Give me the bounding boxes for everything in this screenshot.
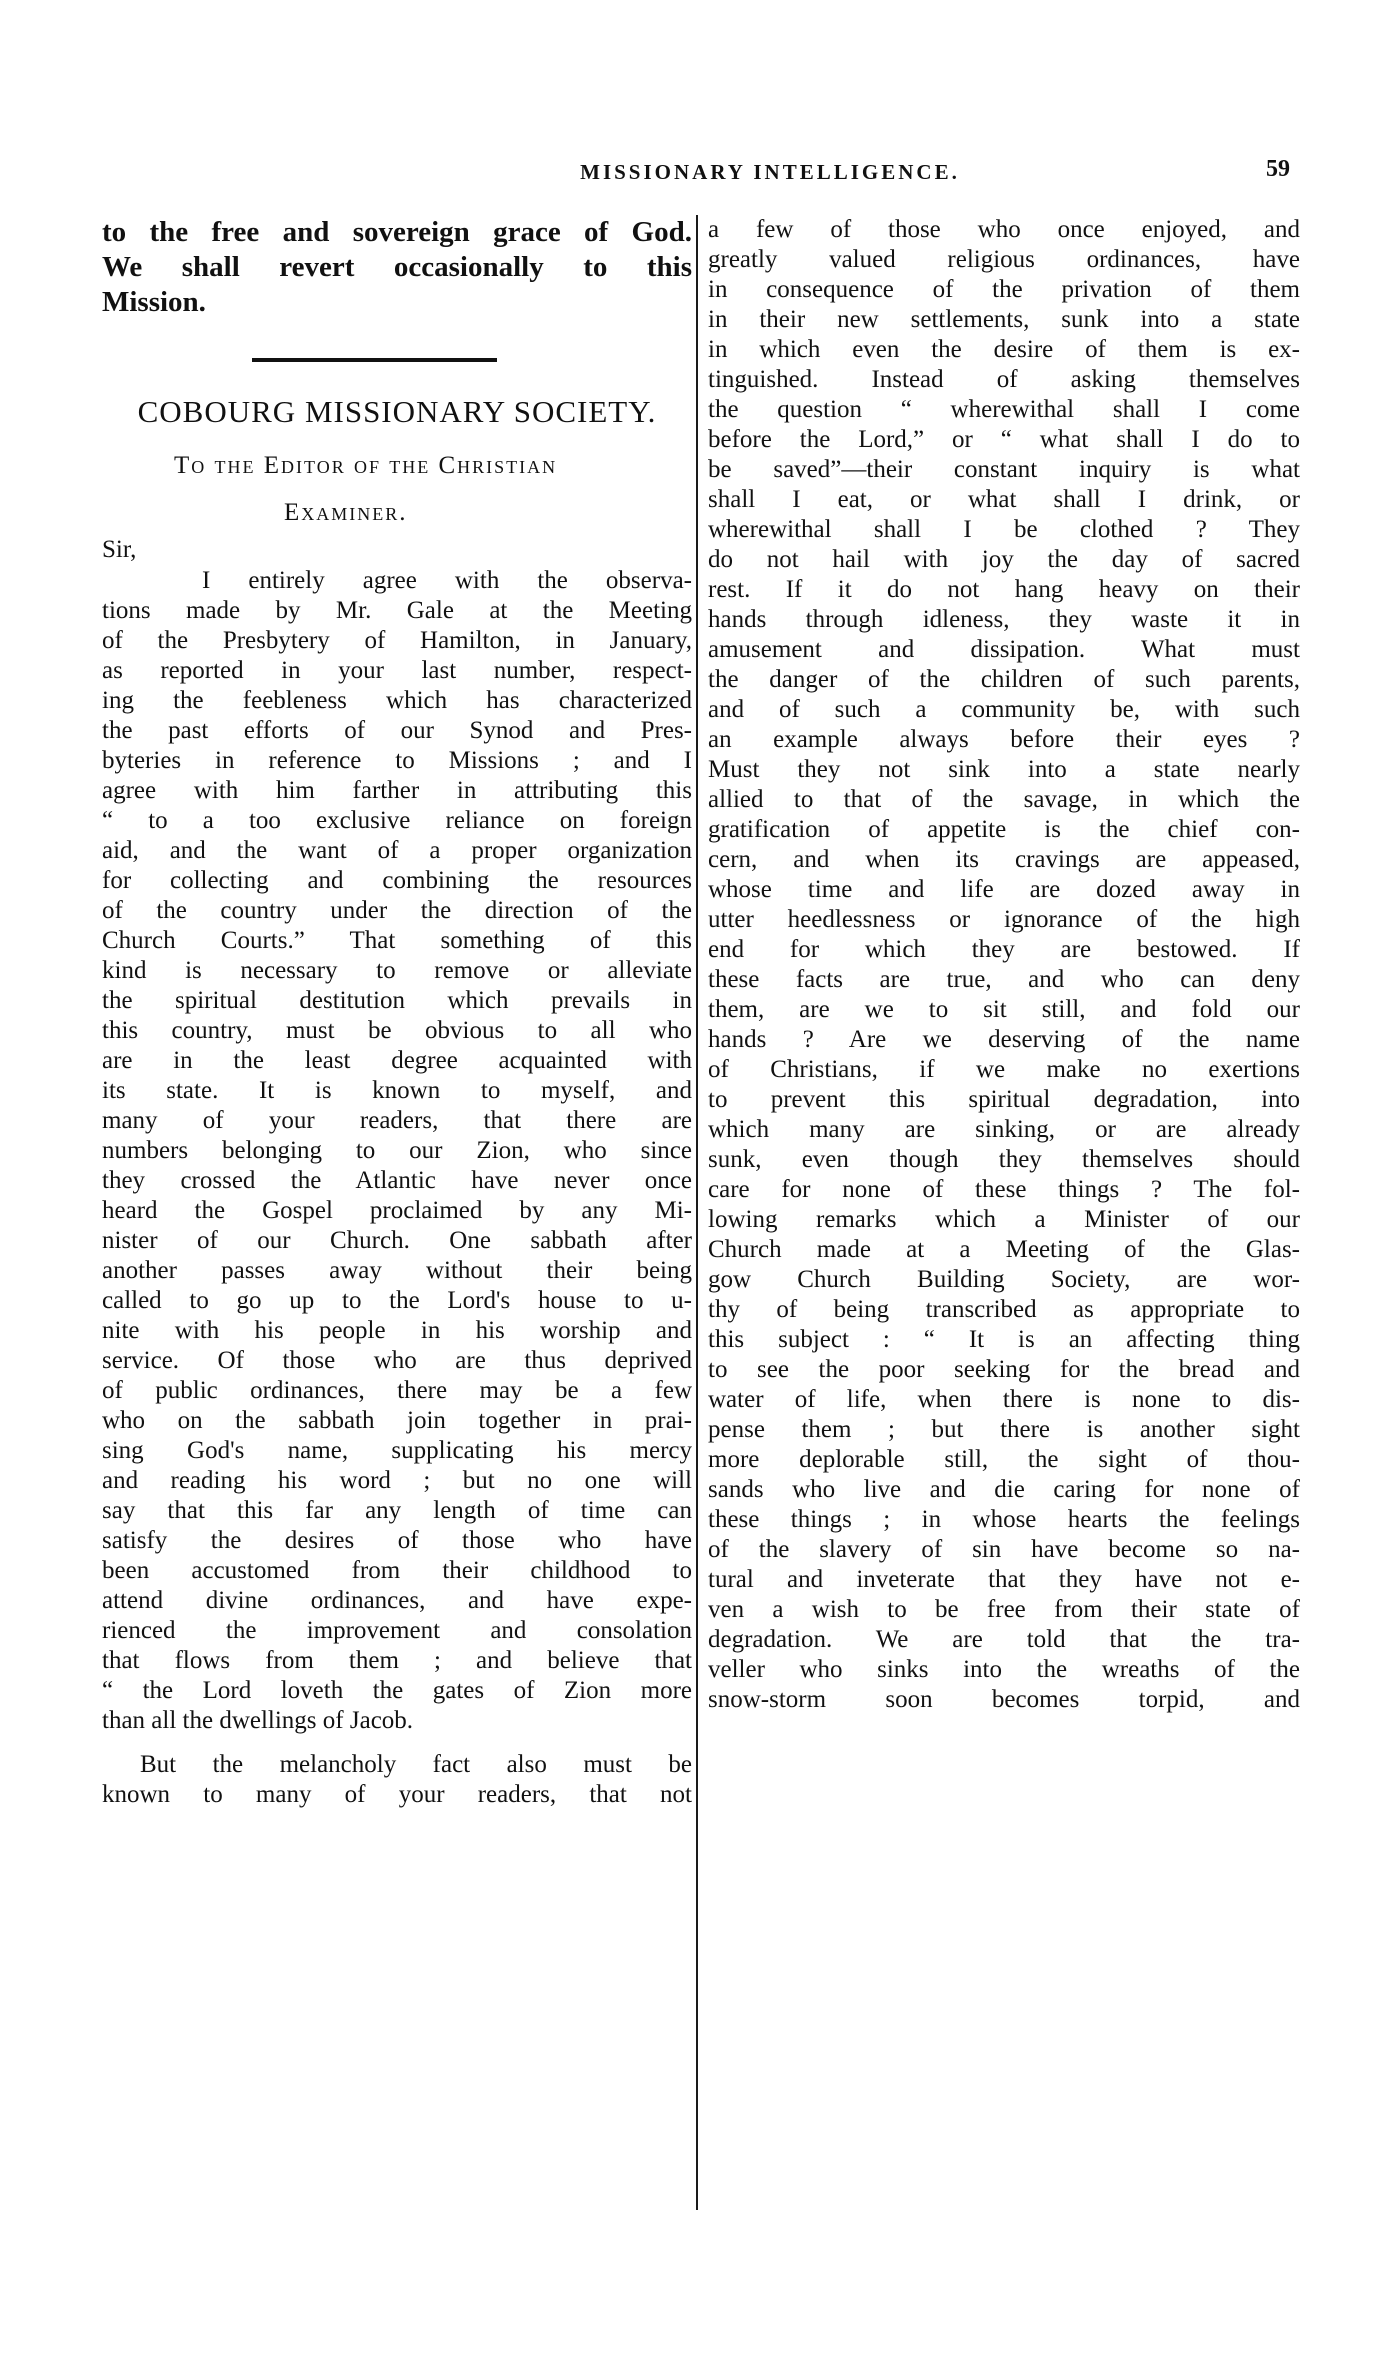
text-line: wherewithal shall I be clothed ? They	[708, 516, 1300, 543]
addressee-line: To the Editor of the Christian	[174, 452, 558, 479]
text-line: of the Presbytery of Hamilton, in January,	[102, 627, 692, 654]
text-line: sands who live and die caring for none of	[708, 1476, 1300, 1503]
text-line: “ to a too exclusive reliance on foreign	[102, 807, 692, 834]
text-line: ven a wish to be free from their state of	[708, 1596, 1300, 1623]
text-line: care for none of these things ? The fol-	[708, 1176, 1300, 1203]
text-line: greatly valued religious ordinances, have	[708, 246, 1300, 273]
text-line: these facts are true, and who can deny	[708, 966, 1300, 993]
addressee-line: Examiner.	[284, 499, 408, 526]
text-line: of the slavery of sin have become so na-	[708, 1536, 1300, 1563]
text-line: for collecting and combining the resources	[102, 867, 692, 894]
text-line: been accustomed from their childhood to	[102, 1557, 692, 1584]
text-line: of the country under the direction of the	[102, 897, 692, 924]
text-line: rest. If it do not hang heavy on their	[708, 576, 1300, 603]
text-line: amusement and dissipation. What must	[708, 636, 1300, 663]
text-line: do not hail with joy the day of sacred	[708, 546, 1300, 573]
text-line: I entirely agree with the observa-	[202, 567, 692, 594]
text-line: to see the poor seeking for the bread and	[708, 1356, 1300, 1383]
text-line: this country, must be obvious to all who	[102, 1017, 692, 1044]
text-line: hands through idleness, they waste it in	[708, 606, 1300, 633]
text-line: heard the Gospel proclaimed by any Mi-	[102, 1197, 692, 1224]
text-line: hands ? Are we deserving of the name	[708, 1026, 1300, 1053]
text-line: and reading his word ; but no one will	[102, 1467, 692, 1494]
text-line: Church made at a Meeting of the Glas-	[708, 1236, 1300, 1263]
text-line: Mission.	[102, 286, 206, 318]
text-line: sunk, even though they themselves should	[708, 1146, 1300, 1173]
text-line: tinguished. Instead of asking themselves	[708, 366, 1300, 393]
text-line: another passes away without their being	[102, 1257, 692, 1284]
text-line: satisfy the desires of those who have	[102, 1527, 692, 1554]
text-line: Church Courts.” That something of this	[102, 927, 692, 954]
text-line: attend divine ordinances, and have expe-	[102, 1587, 692, 1614]
text-line: this subject : “ It is an affecting thing	[708, 1326, 1300, 1353]
text-line: service. Of those who are thus deprived	[102, 1347, 692, 1374]
text-line: as reported in your last number, respect-	[102, 657, 692, 684]
text-line: who on the sabbath join together in prai-	[102, 1407, 692, 1434]
text-line: end for which they are bestowed. If	[708, 936, 1300, 963]
text-line: water of life, when there is none to dis-	[708, 1386, 1300, 1413]
text-line: gratification of appetite is the chief con-	[708, 816, 1300, 843]
text-line: which many are sinking, or are already	[708, 1116, 1300, 1143]
text-line: more deplorable still, the sight of thou-	[708, 1446, 1300, 1473]
salutation: Sir,	[102, 536, 137, 563]
text-line: shall I eat, or what shall I drink, or	[708, 486, 1300, 513]
text-line: known to many of your readers, that not	[102, 1781, 692, 1808]
text-line: an example always before their eyes ?	[708, 726, 1300, 753]
text-line: aid, and the want of a proper organization	[102, 837, 692, 864]
right-column	[708, 215, 1300, 1715]
text-line: whose time and life are dozed away in	[708, 876, 1300, 903]
text-line: are in the least degree acquainted with	[102, 1047, 692, 1074]
text-line: its state. It is known to myself, and	[102, 1077, 692, 1104]
text-line: tural and inveterate that they have not e-	[708, 1566, 1300, 1593]
text-line: of public ordinances, there may be a few	[102, 1377, 692, 1404]
text-line: before the Lord,” or “ what shall I do to	[708, 426, 1300, 453]
column-divider	[696, 215, 698, 2210]
left-column	[102, 215, 692, 1810]
text-line: them, are we to sit still, and fold our	[708, 996, 1300, 1023]
text-line: snow-storm soon becomes torpid, and	[708, 1686, 1300, 1713]
text-line: nite with his people in his worship and	[102, 1317, 692, 1344]
text-line: that flows from them ; and believe that	[102, 1647, 692, 1674]
text-line: they crossed the Atlantic have never once	[102, 1167, 692, 1194]
text-line: called to go up to the Lord's house to u-	[102, 1287, 692, 1314]
text-line: Must they not sink into a state nearly	[708, 756, 1300, 783]
text-line: veller who sinks into the wreaths of the	[708, 1656, 1300, 1683]
text-line: tions made by Mr. Gale at the Meeting	[102, 597, 692, 624]
text-line: We shall revert occasionally to this	[102, 251, 692, 283]
text-line: cern, and when its cravings are appeased,	[708, 846, 1300, 873]
text-line: these things ; in whose hearts the feelings	[708, 1506, 1300, 1533]
text-line: the danger of the children of such parents,	[708, 666, 1300, 693]
section-divider	[252, 358, 497, 362]
text-line: thy of being transcribed as appropriate to	[708, 1296, 1300, 1323]
text-line: utter heedlessness or ignorance of the high	[708, 906, 1300, 933]
text-line: lowing remarks which a Minister of our	[708, 1206, 1300, 1233]
text-line: agree with him farther in attributing this	[102, 777, 692, 804]
text-line: numbers belonging to our Zion, who since	[102, 1137, 692, 1164]
text-line: many of your readers, that there are	[102, 1107, 692, 1134]
text-line: be saved”—their constant inquiry is what	[708, 456, 1300, 483]
text-line: allied to that of the savage, in which the	[708, 786, 1300, 813]
text-line: in their new settlements, sunk into a state	[708, 306, 1300, 333]
text-line: to the free and sovereign grace of God.	[102, 216, 692, 248]
text-line: and of such a community be, with such	[708, 696, 1300, 723]
paragraph-gap	[102, 1736, 692, 1750]
running-head: MISSIONARY INTELLIGENCE.	[580, 160, 960, 184]
text-line: degradation. We are told that the tra-	[708, 1626, 1300, 1653]
text-line: of Christians, if we make no exertions	[708, 1056, 1300, 1083]
text-line: sing God's name, supplicating his mercy	[102, 1437, 692, 1464]
text-line: the question “ wherewithal shall I come	[708, 396, 1300, 423]
text-line: But the melancholy fact also must be	[140, 1751, 692, 1778]
text-line: to prevent this spiritual degradation, into	[708, 1086, 1300, 1113]
text-line: pense them ; but there is another sight	[708, 1416, 1300, 1443]
text-line: gow Church Building Society, are wor-	[708, 1266, 1300, 1293]
text-line: a few of those who once enjoyed, and	[708, 216, 1300, 243]
text-line: say that this far any length of time can	[102, 1497, 692, 1524]
text-line: byteries in reference to Missions ; and I	[102, 747, 692, 774]
text-line: than all the dwellings of Jacob.	[102, 1707, 414, 1734]
text-line: ing the feebleness which has characterized	[102, 687, 692, 714]
text-line: rienced the improvement and consolation	[102, 1617, 692, 1644]
text-line: in which even the desire of them is ex-	[708, 336, 1300, 363]
text-line: the past efforts of our Synod and Pres-	[102, 717, 692, 744]
text-line: “ the Lord loveth the gates of Zion more	[102, 1677, 692, 1704]
text-line: in consequence of the privation of them	[708, 276, 1300, 303]
text-line: kind is necessary to remove or alleviate	[102, 957, 692, 984]
article-title: COBOURG MISSIONARY SOCIETY.	[137, 394, 657, 429]
page-number: 59	[1266, 156, 1290, 182]
text-line: the spiritual destitution which prevails in	[102, 987, 692, 1014]
text-line: nister of our Church. One sabbath after	[102, 1227, 692, 1254]
